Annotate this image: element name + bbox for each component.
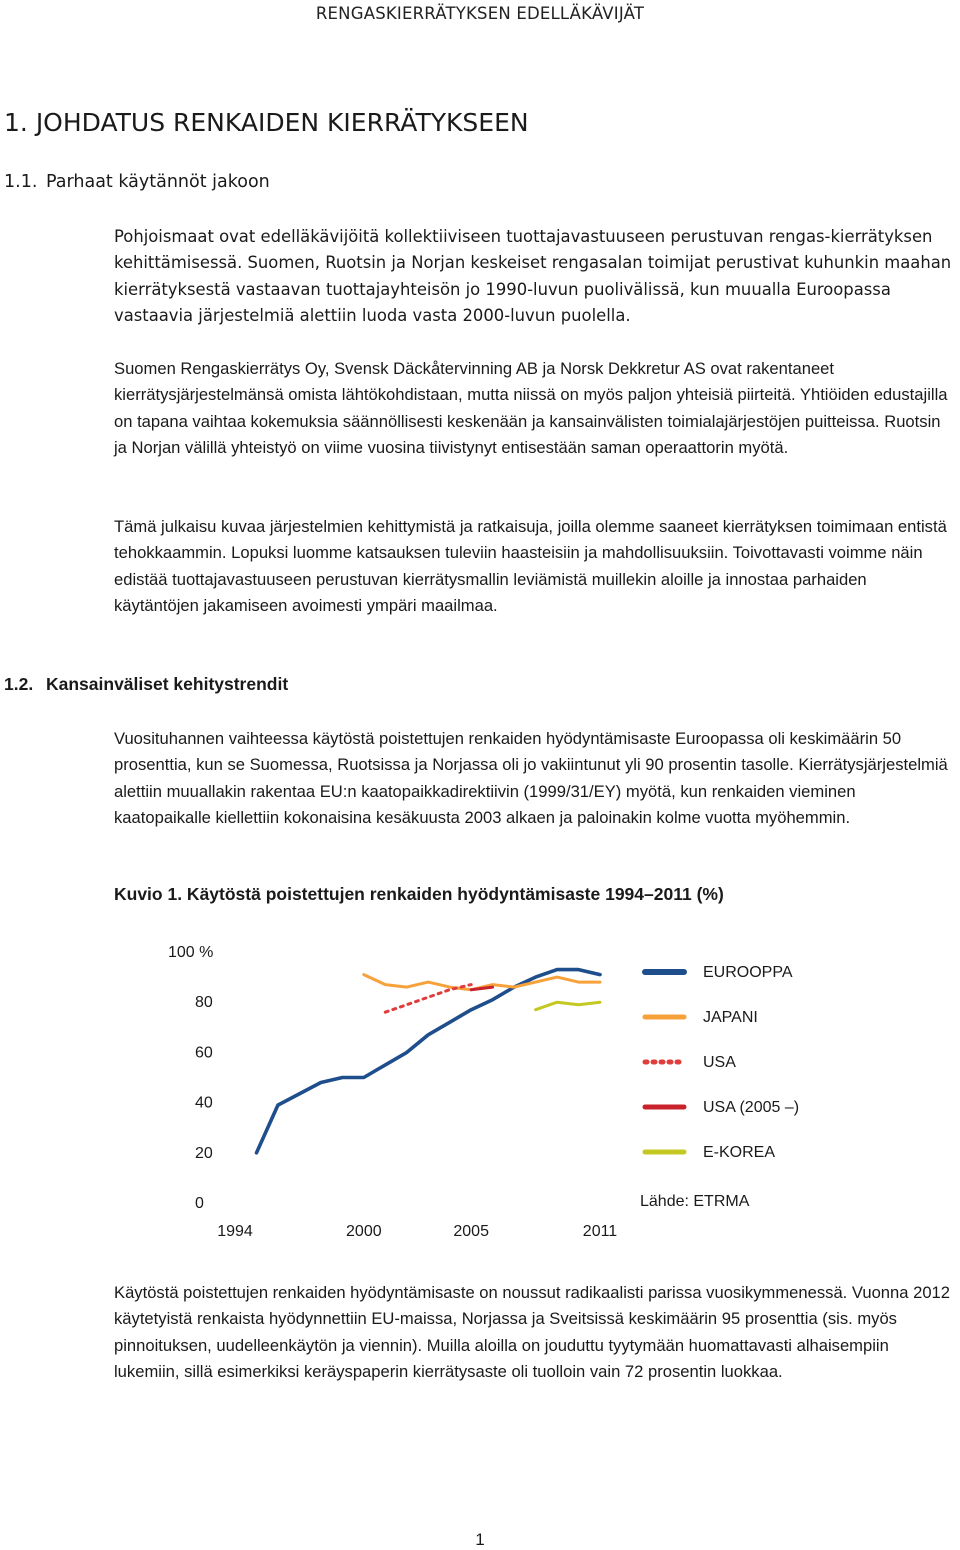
section-1-title: JOHDATUS RENKAIDEN KIERRÄTYKSEEN <box>35 108 529 137</box>
recovery-rate-chart <box>150 930 830 1250</box>
figure-caption: Kuvio 1. Käytöstä poistettujen renkaiden hyödyntämisaste 1994–2011 (%) <box>114 884 724 904</box>
y-tick-label: 40 <box>195 1094 213 1112</box>
x-tick-label: 2000 <box>346 1223 382 1240</box>
x-tick-label: 2005 <box>453 1223 489 1240</box>
legend-label: USA (2005 –) <box>703 1099 800 1116</box>
section-1-1-title: Parhaat käytännöt jakoon <box>46 172 270 192</box>
legend-label: EUROOPPA <box>703 964 793 981</box>
paragraph-companies: Suomen Rengaskierrätys Oy, Svensk Däckåtervinning AB ja Norsk Dekkretur AS ovat rakentaneet kierrätysjärjestelmänsä omista lähtökohdistaan, mutta niissä on myös paljon yhteisiä piirteitä. Yhtiöiden edustajilla on tapana vaihtaa kokemuksia säännöllisesti keskenään ja kansainvälisten toimialajärjestöjen puitteissa. Ruotsin ja Norjan välillä yhteistyö on viime vuosina tiivistynyt entisestään saman operaattorin myötä. <box>114 359 948 458</box>
section-1-1-number: 1.1. <box>4 172 38 192</box>
y-tick-label: 100 % <box>168 944 214 961</box>
paragraph-recovery-rate: Käytöstä poistettujen renkaiden hyödyntämisaste on noussut radikaalisti parissa vuosikymmenessä. Vuonna 2012 käytetyistä renkaista hyödynnettiin EU-maissa, Norjassa ja Sveitsissä keskimäärin 95 prosenttia (sis. myös pinnoituksen, uudelleenkäytön ja viennin). Muilla aloilla on jouduttu tyytymään huomattavasti alhaisempiin lukemiin, sillä esimerkiksi keräyspaperin kierrätysaste oli tuolloin vain 72 prosentin luokkaa. <box>114 1283 951 1382</box>
legend <box>645 964 799 1161</box>
series-line-e-korea <box>536 1002 600 1010</box>
paragraph-publication: Tämä julkaisu kuvaa järjestelmien kehittymistä ja ratkaisuja, joilla olemme saaneet kierrätyksen toimimaan entistä tehokkaammin. Lopuksi luomme katsauksen tuleviin haasteisiin ja mahdollisuuksiin. Toivottavasti voimme näin edistää tuottajavastuuseen perustuvan kierrätysmallin leviämistä muillekin aloille ja innostaa parhaiden käytäntöjen jakamiseen avoimesti ympäri maailmaa. <box>114 517 947 616</box>
section-1-2-heading <box>4 674 288 695</box>
y-tick-label: 60 <box>195 1044 213 1062</box>
legend-label: E-KOREA <box>703 1144 776 1161</box>
legend-label: USA <box>703 1054 736 1071</box>
section-1-number: 1. <box>4 108 28 137</box>
source-label: Lähde: ETRMA <box>640 1193 750 1210</box>
page-number: 1 <box>475 1530 485 1549</box>
series-lines <box>257 970 601 1153</box>
x-tick-label: 2011 <box>582 1223 618 1240</box>
section-1-heading <box>4 108 529 137</box>
section-1-2-title: Kansainväliset kehitystrendit <box>46 674 289 694</box>
y-tick-label: 0 <box>195 1195 204 1212</box>
paragraph-eu-trends: Vuosituhannen vaihteessa käytöstä poistettujen renkaiden hyödyntämisaste Euroopassa oli keskimäärin 50 prosenttia, kun se Suomessa, Ruotsissa ja Norjassa oli jo vakiintunut yli 90 prosentin tasolle. Kierrätysjärjestelmiä alettiin muuallakin rakentaa EU:n kaatopaikkadirektiivin (1999/31/EY) myötä, kun renkaiden vieminen kaatopaikalle kiellettiin kokonaisina kesäkuusta 2003 alkaen ja paloinakin kolme vuotta myöhemmin. <box>114 729 948 828</box>
section-1-1-heading <box>4 172 270 192</box>
series-line-eurooppa <box>257 970 601 1153</box>
y-tick-label: 80 <box>195 994 213 1012</box>
legend-label: JAPANI <box>703 1009 758 1026</box>
paragraph-nordic-pioneers: Pohjoismaat ovat edelläkävijöitä kollektiiviseen tuottajavastuuseen perustuvan rengas-kierrätyksen kehittämisessä. Suomen, Ruotsin ja Norjan keskeiset rengasalan toimijat perustivat kuhunkin maahan kierrätyksestä vastaavan tuottajayhteisön jo 1990-luvun puolivälissä, kun muualla Euroopassa vastaavia järjestelmiä alettiin luoda vasta 2000-luvun puolella. <box>114 227 952 326</box>
x-tick-label: 1994 <box>217 1223 253 1240</box>
running-head: RENGASKIERRÄTYKSEN EDELLÄKÄVIJÄT <box>315 4 645 23</box>
y-tick-label: 20 <box>195 1144 213 1162</box>
x-axis <box>217 1223 617 1240</box>
section-1-2-number: 1.2. <box>4 674 34 694</box>
y-axis <box>168 944 213 1212</box>
